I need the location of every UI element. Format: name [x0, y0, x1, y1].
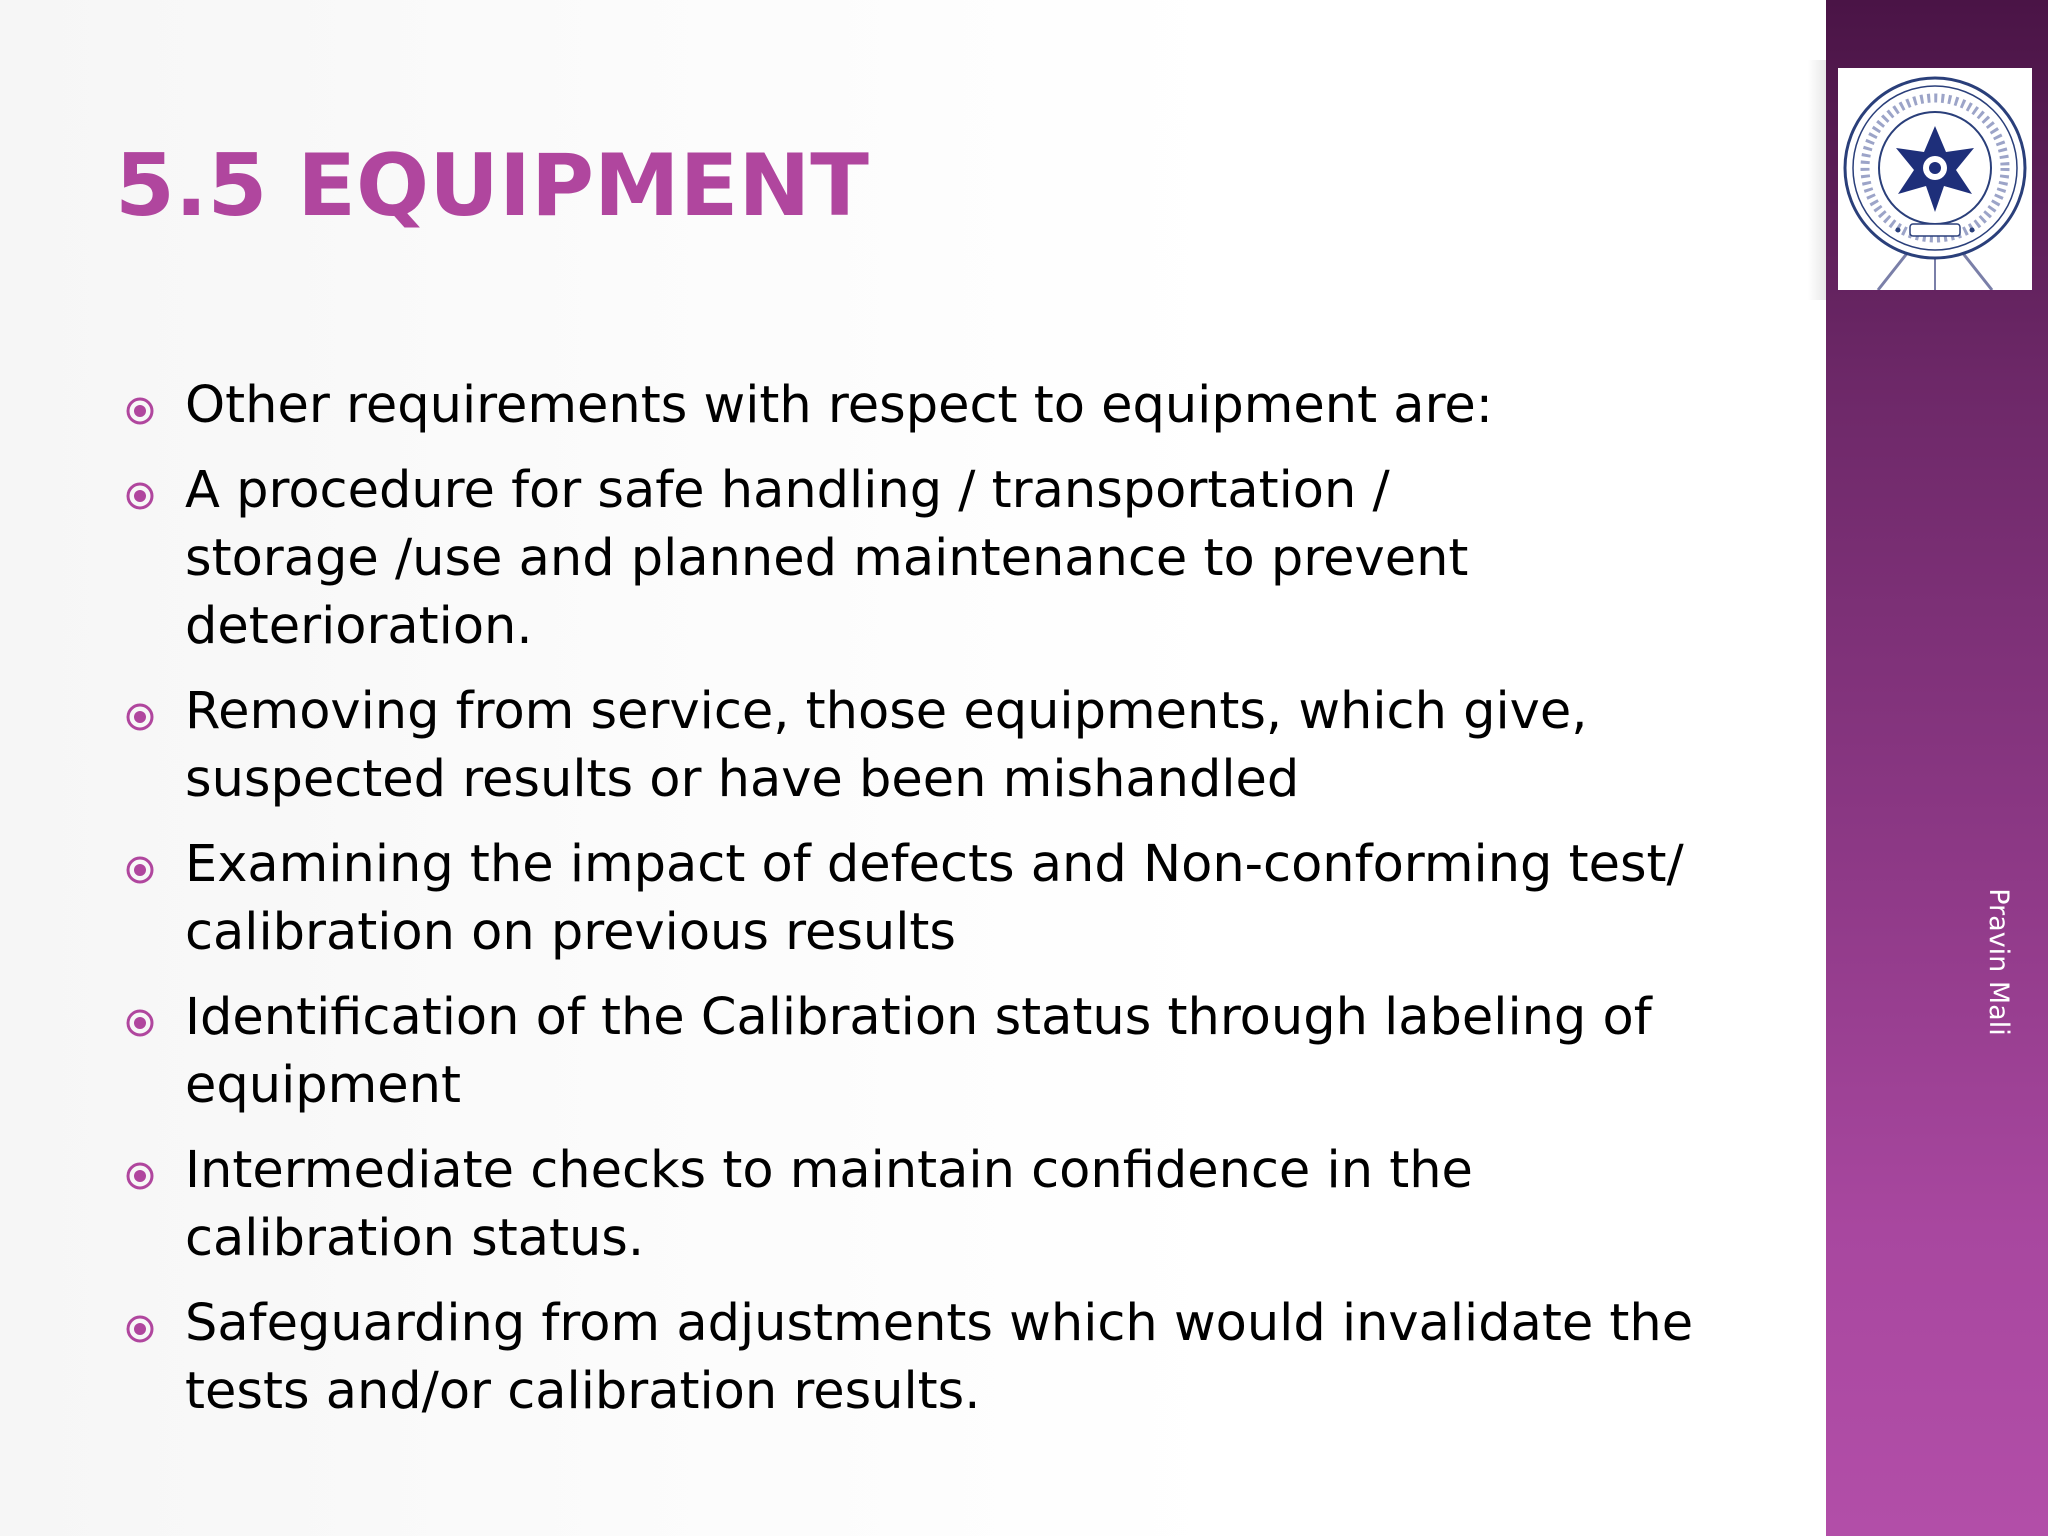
bullet-line: Other requirements with respect to equipment are: [185, 376, 1493, 435]
bullet-line: suspected results or have been mishandled [185, 750, 1300, 809]
circled-dot-bullet-icon [125, 855, 155, 885]
bullet-line: calibration status. [185, 1209, 645, 1268]
bullet-line: Examining the impact of defects and Non-conforming test/ [185, 835, 1684, 894]
bullet-line: calibration on previous results [185, 903, 956, 962]
slide-title: 5.5 EQUIPMENT [115, 136, 869, 236]
circled-dot-bullet-icon [125, 481, 155, 511]
logo [1838, 68, 2032, 290]
bullet-item [125, 984, 1725, 1120]
bullet-line: Safeguarding from adjustments which would invalidate the [185, 1294, 1694, 1353]
bullet-item [125, 678, 1725, 814]
bullet-item [125, 372, 1725, 440]
bullet-line: Intermediate checks to maintain confidence in the [185, 1141, 1473, 1200]
circled-dot-bullet-icon [125, 1161, 155, 1191]
circled-dot-bullet-icon [125, 396, 155, 426]
circled-dot-bullet-icon [125, 1314, 155, 1344]
bullet-line: Identification of the Calibration status through labeling of [185, 988, 1652, 1047]
circled-dot-bullet-icon [125, 1008, 155, 1038]
bullet-item [125, 1137, 1725, 1273]
bullet-line: equipment [185, 1056, 461, 1115]
bullet-item [125, 1290, 1725, 1426]
bullet-line: deterioration. [185, 597, 533, 656]
sidebar-shadow [1808, 60, 1826, 300]
circled-dot-bullet-icon [125, 702, 155, 732]
author-name: Pravin Mali [1983, 888, 2014, 1036]
bullet-line: A procedure for safe handling / transportation / [185, 461, 1390, 520]
bullet-item [125, 457, 1725, 661]
bullet-line: storage /use and planned maintenance to prevent [185, 529, 1469, 588]
bullet-line: Removing from service, those equipments, which give, [185, 682, 1588, 741]
bullet-line: tests and/or calibration results. [185, 1362, 981, 1421]
bullet-list [125, 372, 1725, 1443]
bullet-item [125, 831, 1725, 967]
accreditation-board-seal-icon [1838, 68, 2032, 290]
